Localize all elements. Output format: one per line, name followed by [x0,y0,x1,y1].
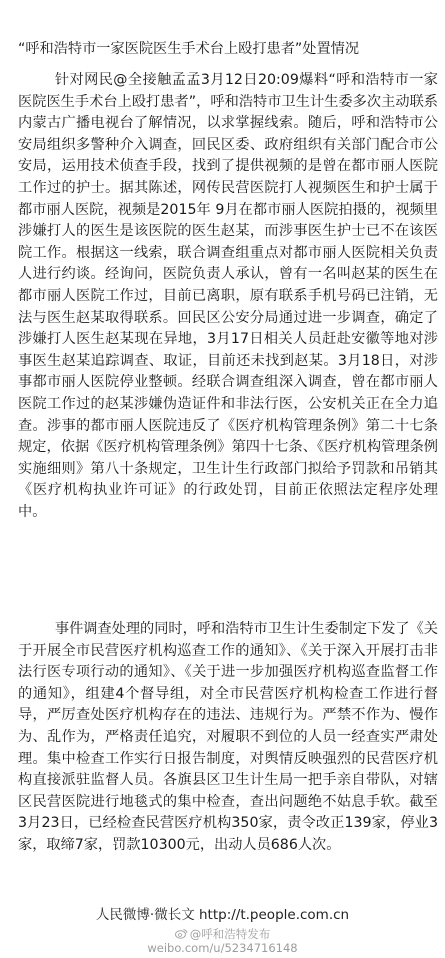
weibo-icon [175,928,188,939]
watermark-handle [0,927,445,941]
source-link[interactable]: 人民微博·微长文 http://t.people.com.cn [95,907,350,923]
article-paragraph-2: 事件调查处理的同时，呼和浩特市卫生计生委制定下发了《关于开展全市民营医疗机构巡查工作的通知》、《关于深入开展打击非法行医专项行动的通知》、《关于进一步加强医疗机构巡查监督工作的通知》，组建4个督导组，对全市民营医疗机构检查工作进行督导，严厉查处医疗机构存在的违法、违规行为。严禁不作为、慢作为、乱作为，严格责任追究，对履职不到位的人员一经查实严肃处理。集中检查工作实行日报告制度，对舆情反映强烈的民营医疗机构直接派驻监督人员。各旗县区卫生计生局一把手亲自带队，对辖区民营医院进行地毯式的集中检查，查出问题绝不姑息手软。截至3月23日，已经检查民营医疗机构350家，责令改正139家，停业3家，取缔7家，罚款10300元，出动人员686人次。 [18,621,438,853]
article-paragraph-1: 针对网民@全接触孟孟3月12日20:09爆料“呼和浩特市一家医院医生手术台上殴打患者”，呼和浩特市卫生计生委多次主动联系内蒙古广播电视台了解情况，以求掌握线索。随后，呼和浩特市公安局组织多警种介入调查，回民区委、政府组织有关部门配合市公安局，运用技术侦查手段，找到了提供视频的是曾在都市丽人医院工作过的护士。据其陈述，网传民营医院打人视频医生和护士属于都市丽人医院，视频是2015年 9月在都市丽人医院拍摄的，视频里涉嫌打人的医生是该医院的医生赵某，而涉事医生护士已不在该医院工作。根据这一线索，联合调查组重点对都市丽人医院相关负责人进行约谈。经询问，医院负责人承认，曾有一名叫赵某的医生在都市丽人医院工作过，目前已离职，原有联系手机号码已注销，无法与医生赵某取得联系。回民区公安分局通过进一步调查，确定了涉嫌打人医生赵某现在异地，3月17日相关人员赶赴安徽等地对涉事医生赵某追踪调查、取证，目前还未找到赵某。3月18日，对涉事都市丽人医院停业整顿。经联合调查组深入调查，曾在都市丽人医院工作过的赵某涉嫌伪造证件和非法行医，公安机关正在全力追查。涉事的都市丽人医院违反了《医疗机构管理条例》第二十七条规定，依据《医疗机构管理条例》第四十七条、《医疗机构管理条例实施细则》第八十条规定，卫生计生行政部门拟给予罚款和吊销其《医疗机构执业许可证》的行政处罚，目前正依照法定程序处理中。 [18,72,438,520]
watermark-url: weibo.com/u/5234716148 [147,941,298,955]
watermark-handle-text: @呼和浩特发布 [189,927,271,941]
article-title: “呼和浩特市一家医院医生手术台上殴打患者”处置情况 [18,41,360,57]
